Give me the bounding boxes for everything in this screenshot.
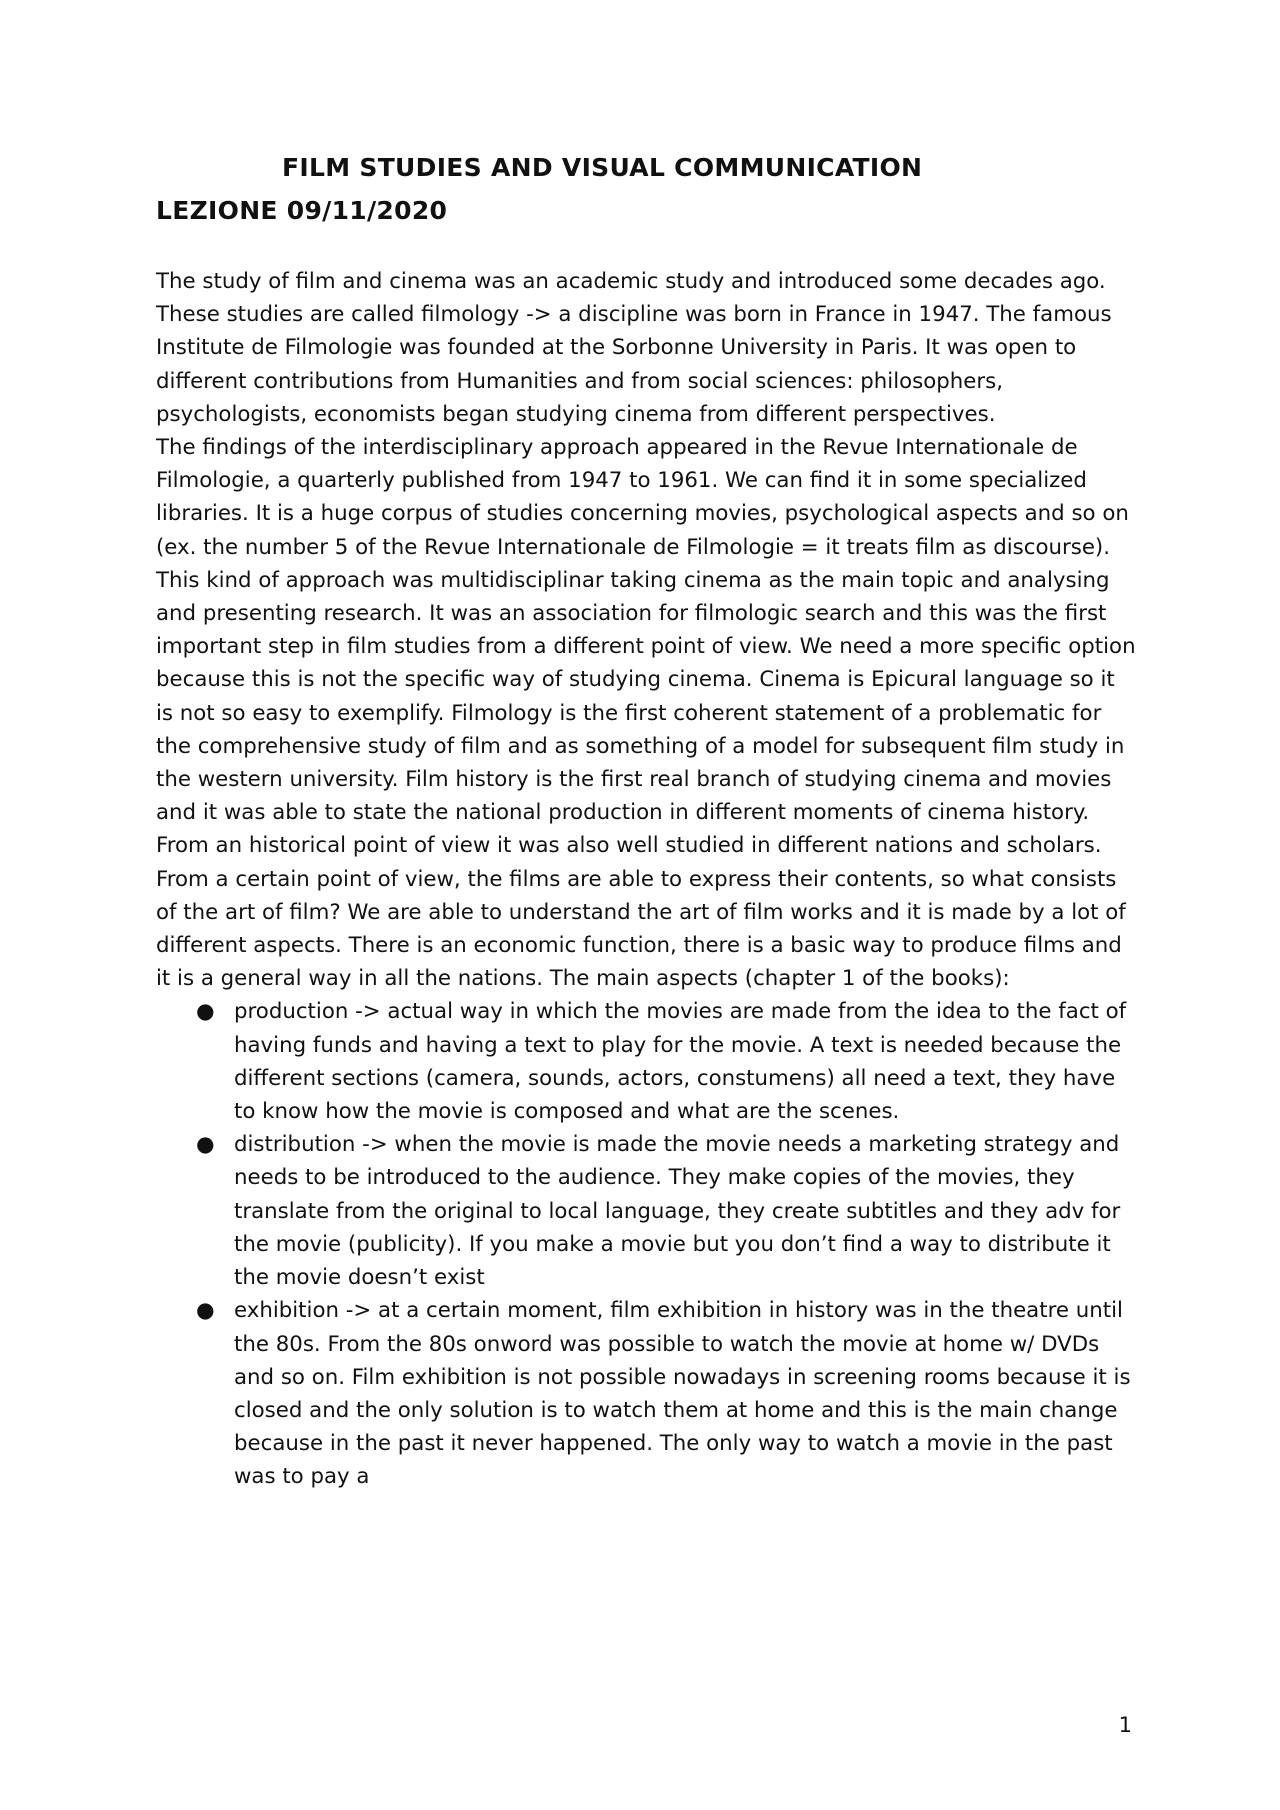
bullet-icon: ● xyxy=(196,1132,215,1158)
list-item-text: exhibition -> at a certain moment, film exhibition in history was in the theatre until the 80s. From the 80s onword was possible to watch the movie at home w/ DVDs and so on. Film exhibition is not possible nowadays in screening rooms because it is closed and the only solution is to watch them at home and this is the main change because in the past it never happened. The only way to watch a movie in the past was to pay a xyxy=(234,1298,1131,1490)
paragraph-intro: The study of film and cinema was an academic study and introduced some decades ago. These studies are called filmology -> a discipline was born in France in 1947. The famous Institute de Filmologie was founded at the Sorbonne University in Paris. It was open to different contributions from Humanities and from social sciences: philosophers, psychologists, economists began studying cinema from different perspectives. xyxy=(156,269,1112,427)
list-item-exhibition xyxy=(156,1294,1136,1493)
document-title: FILM STUDIES AND VISUAL COMMUNICATION xyxy=(282,153,923,182)
list-item-text: production -> actual way in which the movies are made from the idea to the fact of having funds and having a text to play for the movie. A text is needed because the different sections (camera, sounds, actors, constumens) all need a text, they have to know how the movie is composed and what are the scenes. xyxy=(234,999,1127,1125)
main-aspects-list xyxy=(156,995,1136,1493)
lesson-date-heading: LEZIONE 09/11/2020 xyxy=(156,196,448,225)
page-number: 1 xyxy=(1118,1713,1132,1737)
document-body xyxy=(156,265,1136,1494)
bullet-icon: ● xyxy=(196,1298,215,1324)
list-item-production xyxy=(156,995,1136,1128)
list-item-text: distribution -> when the movie is made the movie needs a marketing strategy and needs to be introduced to the audience. They make copies of the movies, they translate from the original to local language, they create subtitles and they adv for the movie (publicity). If you make a movie but you don’t find a way to distribute it the movie doesn’t exist xyxy=(234,1132,1121,1291)
list-item-distribution xyxy=(156,1128,1136,1294)
bullet-icon: ● xyxy=(196,999,215,1025)
paragraph-findings: The findings of the interdisciplinary approach appeared in the Revue Internationale de Filmologie, a quarterly published from 1947 to 1961. We can find it in some specialized libraries. It is a huge corpus of studies concerning movies, psychological aspects and so on (ex. the number 5 of the Revue Internationale de Filmologie = it treats film as discourse). This kind of approach was multidisciplinar taking cinema as the main topic and analysing and presenting research. It was an association for filmologic search and this was the first important step in film studies from a different point of view. We need a more specific option because this is not the specific way of studying cinema. Cinema is Epicural language so it is not so easy to exemplify. Filmology is the first coherent statement of a problematic for the comprehensive study of film and as something of a model for subsequent film study in the western university. Film history is the first real branch of studying cinema and movies and it was able to state the national production in different moments of cinema history. From an historical point of view it was also well studied in different nations and scholars. From a certain point of view, the films are able to express their contents, so what consists of the art of film? We are able to understand the art of film works and it is made by a lot of different aspects. There is an economic function, there is a basic way to produce films and it is a general way in all the nations. The main aspects (chapter 1 of the books): xyxy=(156,435,1136,992)
